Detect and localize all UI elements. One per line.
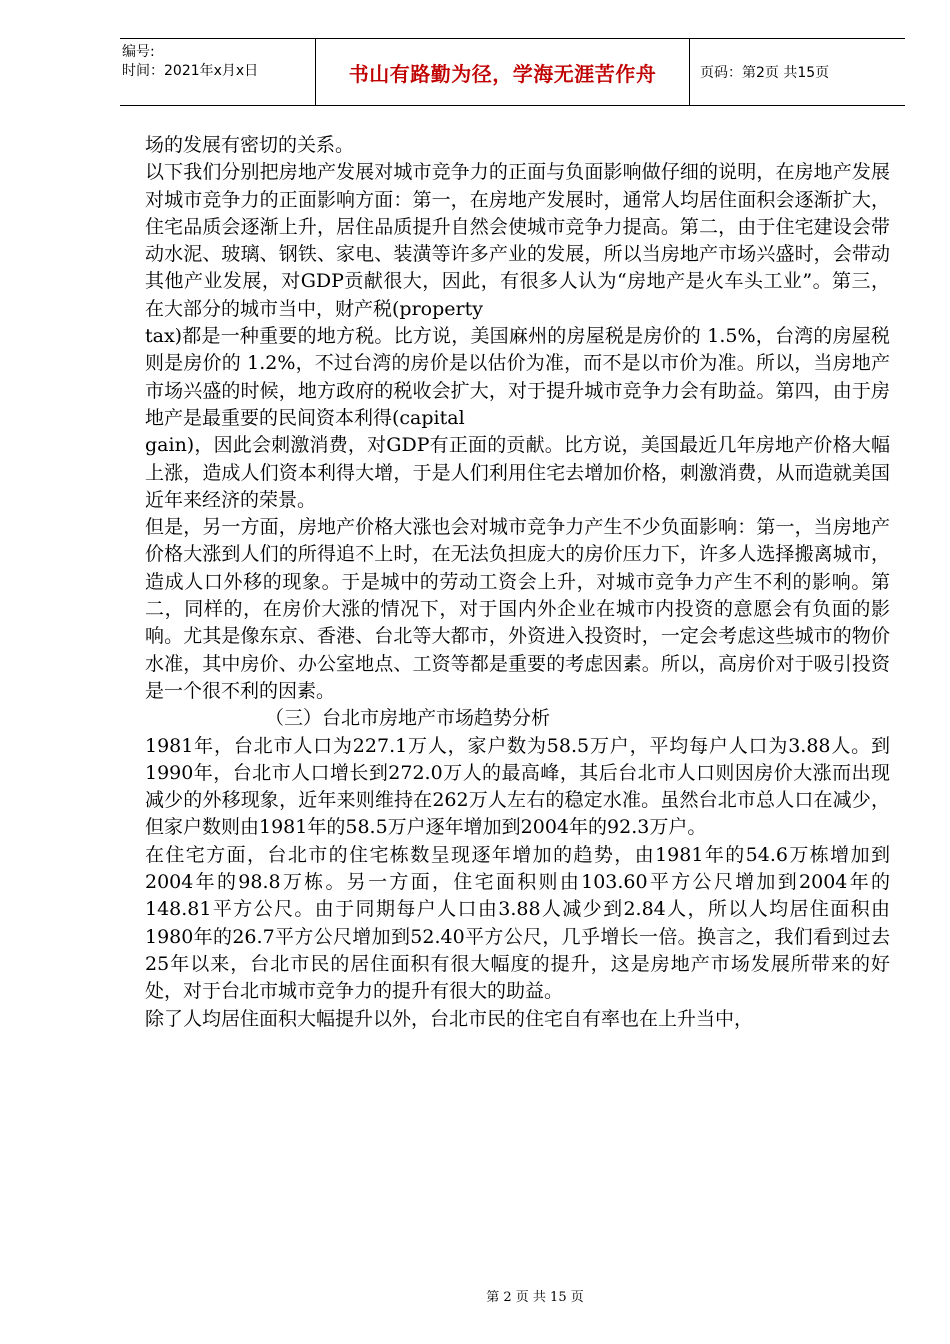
document-time-label: 时间：2021年x月x日: [122, 63, 259, 79]
page-footer: 第 2 页 共 15 页: [486, 1290, 584, 1305]
paragraph: 除了人均居住面积大幅提升以外，台北市民的住宅自有率也在上升当中，: [145, 1007, 754, 1030]
paragraph: 1981年，台北市人口为227.1万人，家户数为58.5万户，平均每户人口为3.88人。到1990年，台北市人口增长到272.0万人的最高峰，其后台北市人口则因房价大涨而出现减少的外移现象，近年来则维持在262万人左右的稳定水准。虽然台北市总人口在减少，但家户数则由1981年的58.5万户逐年增加到2004年的92.3万户。: [145, 734, 890, 839]
paragraph: 在住宅方面，台北市的住宅栋数呈现逐年增加的趋势，由1981年的54.6万栋增加到2004年的98.8万栋。另一方面，住宅面积则由103.60平方公尺增加到2004年的148.81平方公尺。由于同期每户人口由3.88人减少到2.84人，所以人均居住面积由1980年的26.7平方公尺增加到52.40平方公尺，几乎增长一倍。换言之，我们看到过去25年以来，台北市民的居住面积有很大幅度的提升，这是房地产市场发展所带来的好处，对于台北市城市竞争力的提升有很大的助益。: [145, 843, 890, 1003]
header-table: [120, 38, 905, 106]
paragraph: 但是，另一方面，房地产价格大涨也会对城市竞争力产生不少负面影响：第一，当房地产价格大涨到人们的所得追不上时，在无法负担庞大的房价压力下，许多人选择搬离城市，造成人口外移的现象。于是城中的劳动工资会上升，对城市竞争力产生不利的影响。第二，同样的，在房价大涨的情况下，对于国内外企业在城市内投资的意愿会有负面的影响。尤其是像东京、香港、台北等大都市，外资进入投资时，一定会考虑这些城市的物价水准，其中房价、办公室地点、工资等都是重要的考虑因素。所以，高房价对于吸引投资是一个很不利的因素。: [145, 516, 890, 702]
document-number-label: 编号:: [122, 44, 155, 60]
paragraph: tax)都是一种重要的地方税。比方说，美国麻州的房屋税是房价的 1.5%，台湾的房屋税则是房价的 1.2%，不过台湾的房价是以估价为准，而不是以市价为准。所以，当房地产市场兴盛的时候，地方政府的税收会扩大，对于提升城市竞争力会有助益。第四，由于房地产是最重要的民间资本利得(capital: [145, 325, 890, 429]
header-meta-cell: [120, 39, 316, 105]
section-heading: （三）台北市房地产市场趋势分析: [265, 707, 551, 730]
document-body: [145, 132, 890, 1033]
header-motto: 书山有路勤为径，学海无涯苦作舟: [316, 39, 690, 105]
header-page-label: 页码：第2页 共15页: [700, 65, 830, 81]
paragraph: 以下我们分别把房地产发展对城市竞争力的正面与负面影响做仔细的说明，在房地产发展对城市竞争力的正面影响方面：第一，在房地产发展时，通常人均居住面积会逐渐扩大，住宅品质会逐渐上升，居住品质提升自然会使城市竞争力提高。第二，由于住宅建设会带动水泥、玻璃、钢铁、家电、装潢等许多产业的发展，所以当房地产市场兴盛时，会带动其他产业发展，对GDP贡献很大，因此，有很多人认为“房地产是火车头工业”。第三，在大部分的城市当中，财产税(property: [145, 161, 890, 320]
paragraph: gain)，因此会刺激消费，对GDP有正面的贡献。比方说，美国最近几年房地产价格大幅上涨，造成人们资本利得大增，于是人们利用住宅去增加价格，刺激消费，从而造就美国近年来经济的荣景。: [145, 434, 890, 511]
paragraph: 场的发展有密切的关系。: [145, 134, 355, 156]
